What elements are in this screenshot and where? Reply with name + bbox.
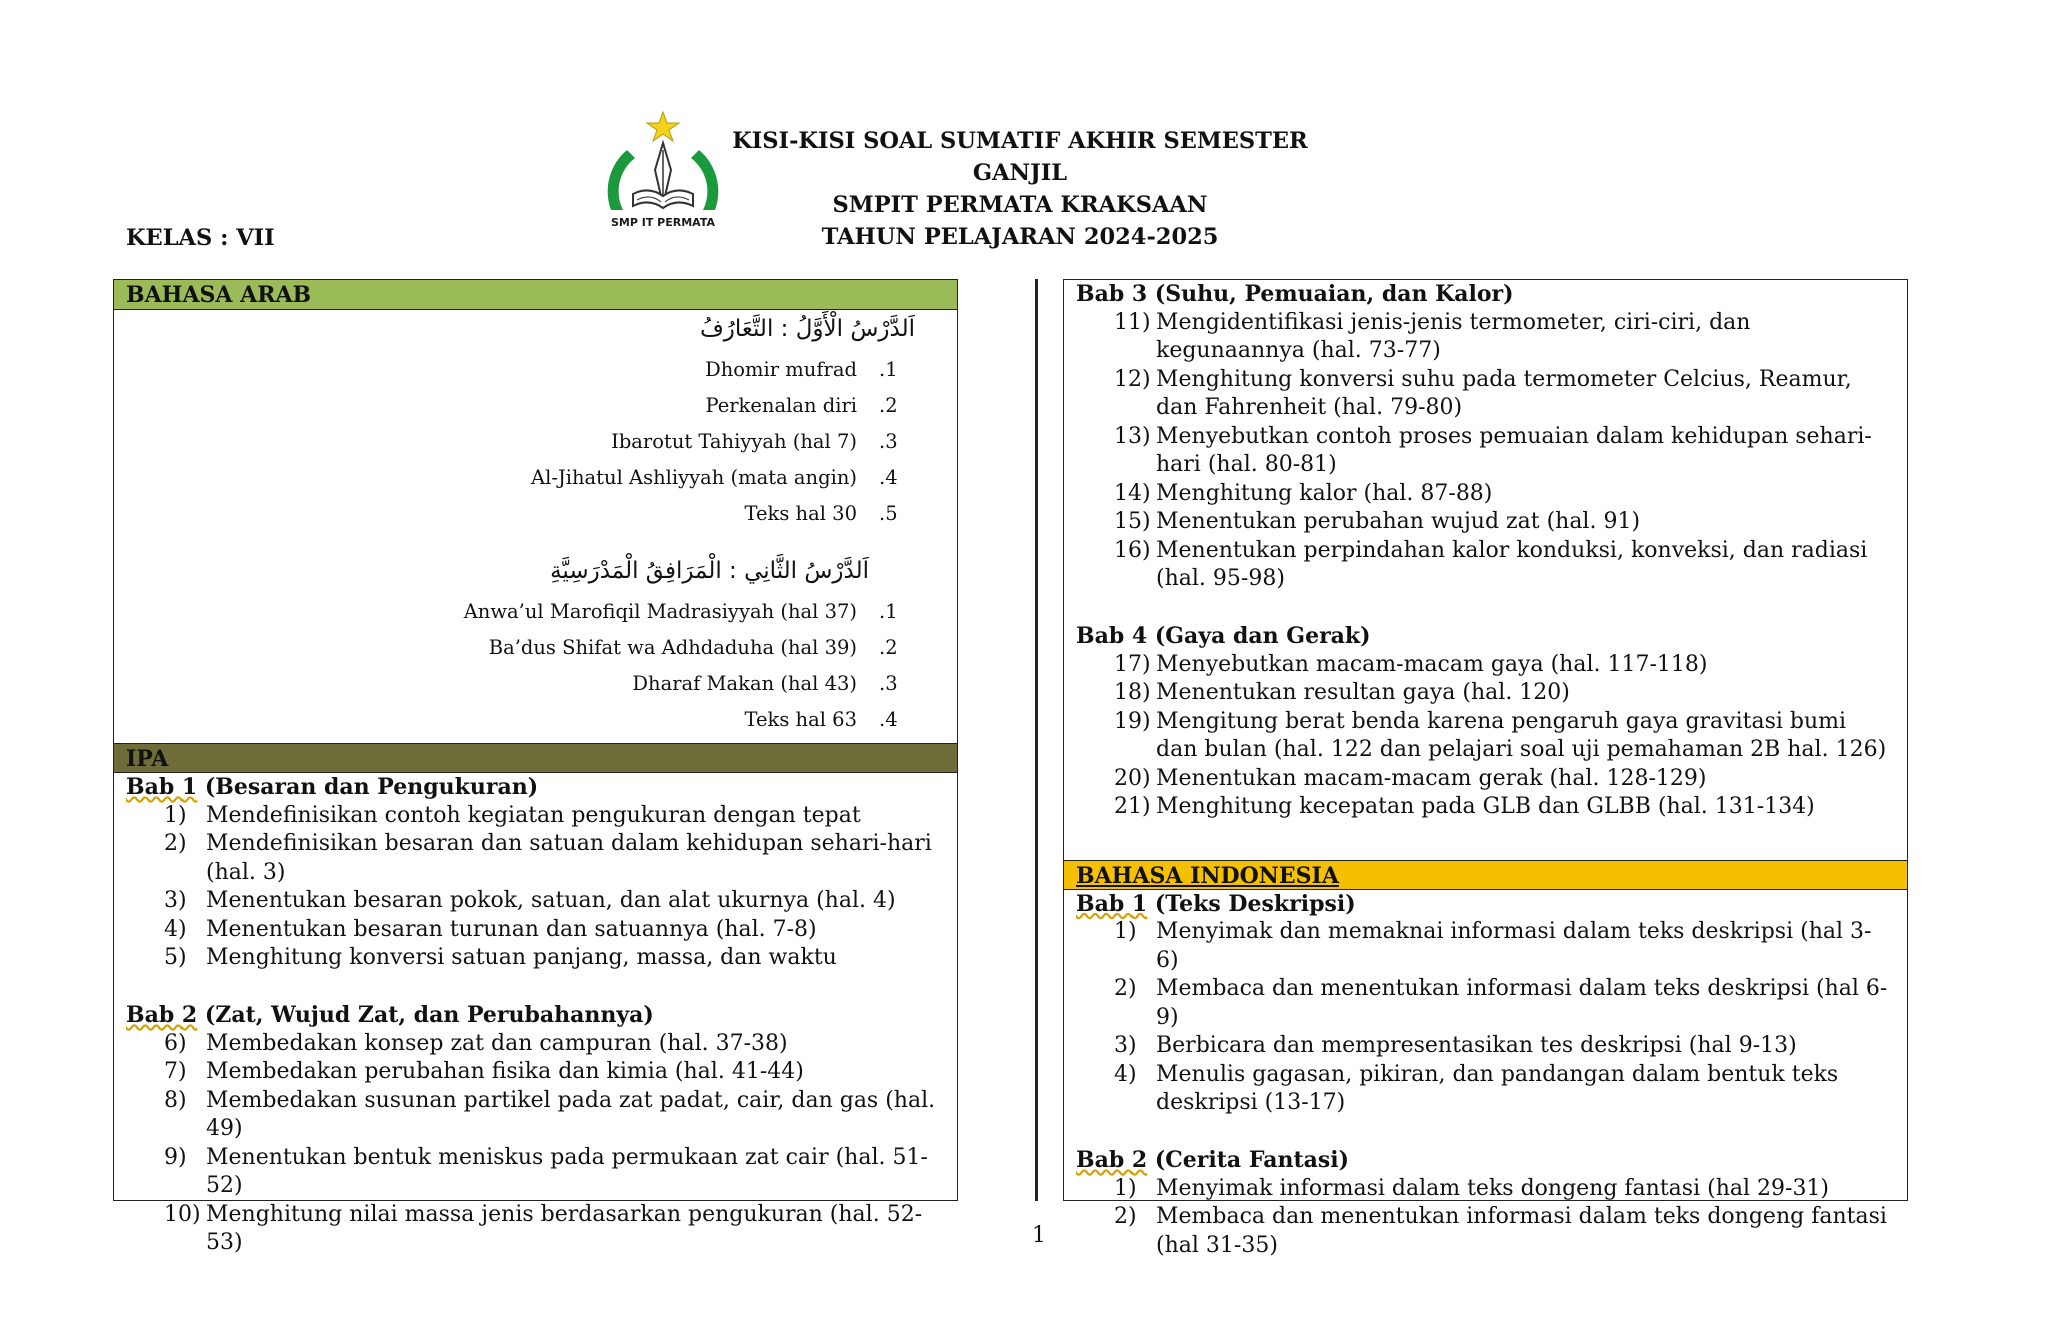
list-item (1076, 1175, 1907, 1204)
item-number: 1) (1114, 919, 1137, 944)
item-number: .5 (879, 502, 898, 525)
list-item (1076, 918, 1907, 975)
item-number: 14) (1114, 480, 1151, 506)
bab-prefix: Bab (1076, 1147, 1132, 1173)
title-line-1: KISI-KISI SOAL SUMATIF AKHIR SEMESTER GANJIL (732, 128, 1308, 186)
class-label: KELAS : VII (126, 225, 275, 251)
item-text: Mendefinisikan besaran dan satuan dalam kehidupan sehari-hari (hal. 3) (206, 831, 932, 885)
item-number: 1) (164, 802, 187, 828)
item-text: Menentukan besaran turunan dan satuannya (hal. 7-8) (206, 916, 817, 942)
item-text: Menentukan perubahan wujud zat (hal. 91) (1156, 509, 1641, 534)
item-number: .3 (879, 430, 898, 453)
arab-lesson-2-item (489, 636, 917, 659)
item-text: Teks hal 30 (744, 502, 857, 525)
item-text: Membedakan susunan partikel pada zat padat, cair, dan gas (hal. 49) (206, 1087, 936, 1141)
bab-number: 1 (181, 774, 198, 800)
bindo-bab-1-list (1076, 918, 1907, 1118)
item-text: Al-Jihatul Ashliyyah (mata angin) (531, 466, 857, 489)
bab-title: (Zat, Wujud Zat, dan Perubahannya) (197, 1002, 654, 1028)
item-number: 10) (164, 1201, 201, 1227)
list-item (126, 944, 957, 973)
list-item (1076, 480, 1907, 509)
item-number: 9) (164, 1144, 187, 1170)
arab-lesson-2-item (464, 600, 917, 623)
item-text: Menyebutkan contoh proses pemuaian dalam kehidupan sehari-hari (hal. 80-81) (1156, 423, 1872, 477)
bab-title: (Teks Deskripsi) (1147, 890, 1356, 917)
bindo-bab-2-list (1076, 1175, 1907, 1261)
ipa-section (114, 773, 957, 1258)
list-item (126, 830, 957, 887)
item-number: 2) (164, 831, 187, 856)
title-line-3: TAHUN PELAJARAN 2024-2025 (821, 224, 1219, 250)
arab-lesson-1-item (531, 466, 917, 489)
ipa-heading: IPA (114, 743, 957, 773)
bab-number: 2 (1131, 1147, 1148, 1173)
item-text: Menulis gagasan, pikiran, dan pandangan dalam bentuk teks deskripsi (13-17) (1156, 1061, 1839, 1115)
item-text: Menghitung nilai massa jenis berdasarkan pengukuran (hal. 52-53) (206, 1201, 923, 1255)
arab-lesson-1-title: اَلدَّرْسُ الْأَوَّلُ : التَّعَارُفُ (699, 316, 915, 342)
item-number: 4) (1114, 1061, 1137, 1087)
list-item (1076, 423, 1907, 480)
item-text: Ba’dus Shifat wa Adhdaduha (hal 39) (488, 636, 857, 659)
ipa-continued-section (1064, 280, 1907, 860)
list-item (126, 802, 957, 831)
item-number: 15) (1114, 509, 1151, 534)
bab-prefix: Bab (126, 774, 182, 800)
item-number: .1 (879, 358, 898, 381)
item-text: Menghitung konversi satuan panjang, massa, dan waktu (206, 945, 837, 970)
item-text: Teks hal 63 (744, 708, 857, 731)
item-number: 19) (1114, 708, 1151, 734)
list-item (1076, 975, 1907, 1032)
bahasa-arab-section (114, 310, 957, 743)
bahasa-indonesia-heading: BAHASA INDONESIA (1064, 860, 1907, 890)
list-item (126, 887, 957, 916)
item-number: 6) (164, 1030, 187, 1056)
arab-lesson-2-item (632, 672, 917, 695)
arab-lesson-1-item (705, 358, 917, 381)
list-item (1076, 793, 1907, 822)
bab-prefix: Bab (126, 1002, 182, 1028)
list-item (126, 916, 957, 945)
item-text: Anwa’ul Marofiqil Madrasiyyah (hal 37) (463, 600, 857, 623)
item-text: Menyimak informasi dalam teks dongeng fantasi (hal 29-31) (1156, 1175, 1830, 1201)
item-text: Menyebutkan macam-macam gaya (hal. 117-118) (1156, 651, 1708, 677)
arab-lesson-2-title: اَلدَّرْسُ الثَّانِي : الْمَرَافِقُ الْمَدْرَسِيَّةِ (550, 558, 869, 584)
item-text: Ibarotut Tahiyyah (hal 7) (611, 430, 857, 453)
ipa-bab-4-list (1076, 651, 1907, 822)
item-text: Membaca dan menentukan informasi dalam teks deskripsi (hal 6-9) (1156, 976, 1888, 1030)
item-number: 7) (164, 1059, 187, 1084)
bindo-bab-1-title (1076, 890, 1907, 919)
item-number: 18) (1114, 680, 1151, 705)
list-item (1076, 651, 1907, 680)
document-title (700, 125, 1340, 253)
list-item (126, 1201, 957, 1258)
bahasa-arab-heading: BAHASA ARAB (114, 280, 957, 310)
item-number: .4 (879, 708, 898, 731)
ipa-bab-2-list (126, 1030, 957, 1258)
bahasa-indonesia-section (1064, 890, 1907, 1261)
list-item (1076, 708, 1907, 765)
item-text: Perkenalan diri (705, 394, 857, 417)
item-text: Menghitung kecepatan pada GLB dan GLBB (hal. 131-134) (1156, 794, 1815, 819)
bab-number: 2 (181, 1002, 198, 1028)
item-number: .1 (879, 600, 898, 623)
item-number: .4 (879, 466, 898, 489)
list-item (1076, 765, 1907, 794)
bab-prefix: Bab (1076, 890, 1132, 917)
item-number: 17) (1114, 651, 1151, 677)
item-text: Membedakan konsep zat dan campuran (hal. 37-38) (206, 1030, 788, 1056)
item-text: Menentukan besaran pokok, satuan, dan alat ukurnya (hal. 4) (206, 888, 896, 913)
left-column-box (113, 279, 958, 1255)
page-number: 1 (1032, 1223, 1046, 1248)
bab-number: 1 (1131, 890, 1148, 917)
list-item (126, 1087, 957, 1144)
arab-lesson-1-item (611, 430, 917, 453)
item-number: 5) (164, 945, 187, 970)
list-item (1076, 537, 1907, 594)
arab-lesson-1-item (705, 394, 917, 417)
item-text: Membaca dan menentukan informasi dalam teks dongeng fantasi (hal 31-35) (1156, 1204, 1887, 1258)
item-text: Menentukan perpindahan kalor konduksi, konveksi, dan radiasi (hal. 95-98) (1156, 537, 1868, 591)
item-text: Menghitung kalor (hal. 87-88) (1156, 480, 1493, 506)
bab-title: (Besaran dan Pengukuran) (197, 774, 539, 800)
item-number: 3) (164, 888, 187, 913)
bab-title: (Cerita Fantasi) (1147, 1147, 1350, 1173)
star-icon (647, 112, 679, 141)
item-text: Dharaf Makan (hal 43) (632, 672, 857, 695)
item-text: Mengitung berat benda karena pengaruh gaya gravitasi bumi dan bulan (hal. 122 dan pelajari soal uji pemahaman 2B hal. 126) (1156, 708, 1887, 762)
item-number: 2) (1114, 976, 1137, 1001)
item-number: 2) (1114, 1204, 1137, 1229)
item-number: 16) (1114, 537, 1151, 563)
list-item (1076, 679, 1907, 708)
ipa-bab-1-title (126, 773, 957, 802)
list-item (1076, 1203, 1907, 1260)
item-text: Membedakan perubahan fisika dan kimia (hal. 41-44) (206, 1059, 804, 1084)
list-item (1076, 1032, 1907, 1061)
item-number: 20) (1114, 765, 1151, 791)
item-text: Menyimak dan memaknai informasi dalam teks deskripsi (hal 3-6) (1156, 919, 1872, 973)
list-item (126, 1030, 957, 1059)
list-item (126, 1058, 957, 1087)
list-item (1076, 309, 1907, 366)
logo-text: SMP IT PERMATA (610, 216, 716, 229)
item-text: Dhomir mufrad (705, 358, 857, 381)
ipa-bab-3-title: Bab 3 (Suhu, Pemuaian, dan Kalor) (1076, 281, 1514, 307)
item-number: 8) (164, 1087, 187, 1113)
item-text: Menghitung konversi suhu pada termometer Celcius, Reamur, dan Fahrenheit (hal. 79-80) (1156, 366, 1852, 420)
list-item (1076, 366, 1907, 423)
item-number: 1) (1114, 1175, 1137, 1201)
item-text: Mendefinisikan contoh kegiatan pengukuran dengan tepat (206, 802, 861, 828)
title-line-2: SMPIT PERMATA KRAKSAAN (832, 192, 1208, 218)
item-number: .2 (879, 636, 898, 659)
item-number: 3) (1114, 1033, 1137, 1058)
list-item (1076, 508, 1907, 537)
ipa-bab-4-title: Bab 4 (Gaya dan Gerak) (1076, 623, 1371, 649)
item-text: Menentukan bentuk meniskus pada permukaan zat cair (hal. 51-52) (206, 1144, 928, 1198)
arab-lesson-2-item (745, 708, 918, 731)
item-number: 11) (1114, 309, 1151, 335)
item-number: 4) (164, 916, 187, 942)
item-number: .3 (879, 672, 898, 695)
list-item (1076, 1061, 1907, 1118)
item-number: .2 (879, 394, 898, 417)
item-text: Mengidentifikasi jenis-jenis termometer, ciri-ciri, dan kegunaannya (hal. 73-77) (1156, 309, 1751, 363)
ipa-bab-1-list (126, 802, 957, 973)
item-text: Menentukan resultan gaya (hal. 120) (1156, 680, 1570, 705)
arab-lesson-1-item (745, 502, 918, 525)
list-item (126, 1144, 957, 1201)
right-column-box (1063, 279, 1908, 1258)
item-text: Menentukan macam-macam gerak (hal. 128-129) (1156, 765, 1707, 791)
item-number: 21) (1114, 794, 1151, 819)
item-number: 13) (1114, 423, 1151, 449)
column-divider (1035, 279, 1038, 1201)
item-text: Berbicara dan mempresentasikan tes deskripsi (hal 9-13) (1156, 1033, 1797, 1058)
ipa-bab-3-list (1076, 309, 1907, 594)
item-number: 12) (1114, 366, 1151, 392)
bindo-bab-2-title (1076, 1146, 1907, 1175)
ipa-bab-2-title (126, 1001, 957, 1030)
